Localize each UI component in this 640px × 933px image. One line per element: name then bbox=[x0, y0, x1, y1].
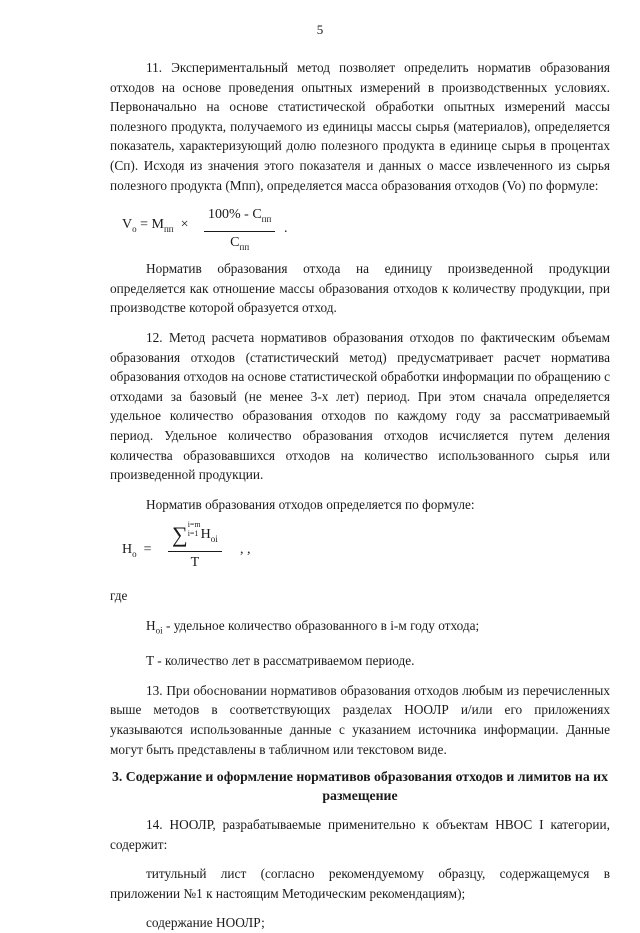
formula-waste-mass-lhs: $V_o = M_{пп}$ × bbox=[122, 217, 189, 234]
paragraph-12b: Норматив образования отходов определяется по формуле: bbox=[146, 496, 475, 512]
formula-waste-norm bbox=[110, 518, 610, 580]
formula-waste-mass-period: . bbox=[284, 221, 288, 237]
page-number: 5 bbox=[316, 22, 324, 37]
paragraph-14-item-contents: содержание НООЛР; bbox=[146, 915, 265, 931]
paragraph-13: 13. При обосновании нормативов образования отходов любым из перечисленных выше методов в соответствующих разделах НООЛР и/или его приложениях указываются использованные данные с указанием источника информации. Данные могут быть представлены в табличном или текстовом виде. bbox=[110, 682, 610, 757]
formula-waste-norm-lhs: $H_o$ = bbox=[122, 542, 152, 560]
definition-hoi: $H_{oi}$ - удельное количество образованного в i-м году отхода; bbox=[146, 617, 480, 636]
section-heading-3: 3. Содержание и оформление нормативов образования отходов и лимитов на их размещение bbox=[111, 769, 609, 804]
paragraph-14-item-title-page: титульный лист (согласно рекомендуемому образцу, содержащемуся в приложении №1 к настоящим Методическим рекомендациям); bbox=[110, 866, 610, 901]
paragraph-11b: Норматив образования отхода на единицу произведенной продукции определяется как отношение массы образования отходов к количеству продукции, при производстве которой образуется отход. bbox=[110, 261, 610, 316]
formula-waste-norm-fraction: ∑i=m i=1 $H_{oi}$ T bbox=[168, 520, 222, 572]
paragraph-14: 14. НООЛР, разрабатываемые применительно к объектам НВОС I категории, содержит: bbox=[110, 817, 610, 852]
paragraph-12: 12. Метод расчета нормативов образования отходов по фактическим объемам образования отходов (статистический метод) предусматривает расчет норматива образования отходов на основе статистической обработки информации по обращению с отходами за базовый (не менее 3-х лет) период. При этом сначала определяется удельное количество образования отходов по каждому году за рассматриваемый период. Удельное количество образования отходов исчисляется путем деления количества образовавшихся отходов на количество использованного сырья или произведенной продукции. bbox=[110, 329, 610, 483]
definition-t: T - количество лет в рассматриваемом периоде. bbox=[146, 653, 415, 669]
formula-waste-norm-tail: , , bbox=[240, 542, 251, 558]
paragraph-11: 11. Экспериментальный метод позволяет определить норматив образования отходов на основе проведения опытных измерений в производственных условиях. Первоначально на основе статистической обработки опытных измерений массы полезного продукта, получаемого из единицы массы сырья (материалов), определяется показатель, характеризующий долю полезного продукта в единице сырья в процентах (Сп). Исходя из значения этого показателя и данных о массе извлеченного из сырья полезного продукта (Мпп), определяется масса образования отходов (Vo) по формуле: bbox=[110, 60, 610, 193]
formula-waste-mass-fraction: $100\% - C_{пп}$ $C_{пп}$ bbox=[204, 205, 275, 257]
document-body bbox=[110, 58, 610, 933]
where-label: где bbox=[110, 588, 128, 604]
formula-waste-mass bbox=[110, 201, 610, 255]
